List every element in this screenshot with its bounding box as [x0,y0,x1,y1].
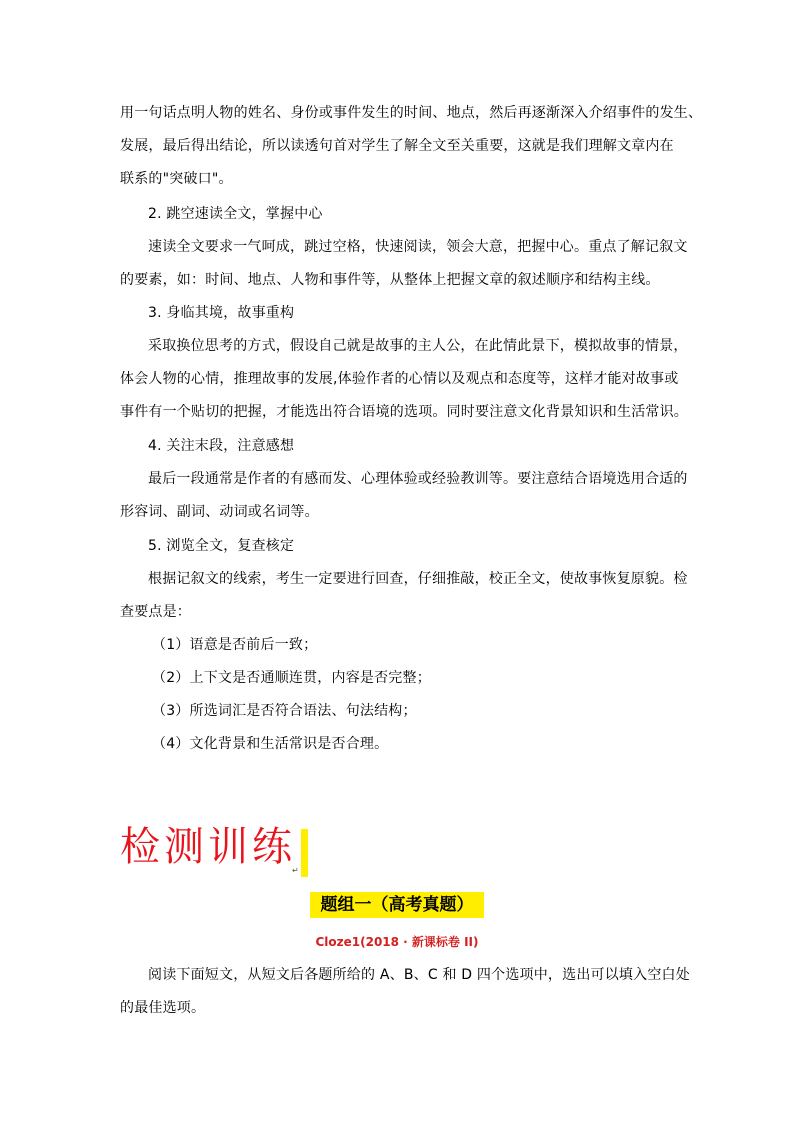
step3-heading: 3. 身临其境，故事重构 [148,305,295,321]
step4-heading: 4. 关注末段，注意感想 [148,438,295,454]
step2-heading: 2. 跳空速读全文，掌握中心 [148,206,323,222]
intro-line-3: 联系的"突破口"。 [120,171,233,187]
step4-line-1: 最后一段通常是作者的有感而发、心理体验或经验教训等。要注意结合语境选用合适的 [148,471,688,487]
check-item-1: （1）语意是否前后一致； [152,637,318,653]
step4-line-2: 形容词、副词、动词或名词等。 [120,504,319,520]
cloze-title: Cloze1(2018 · 新课标卷 II) [315,935,479,949]
step5-heading: 5. 浏览全文，复查核定 [148,538,295,554]
step3-line-3: 事件有一个贴切的把握，才能选出符合语境的选项。同时要注意文化背景知识和生活常识。 [120,404,688,420]
intro-line-1: 用一句话点明人物的姓名、身份或事件发生的时间、地点，然后再逐渐深入介绍事件的发生、 [120,105,703,121]
check-item-4: （4）文化背景和生活常识是否合理。 [152,736,389,752]
paragraph-mark: ↵ [292,866,299,875]
step3-line-1: 采取换位思考的方式，假设自己就是故事的主人公，在此情此景下，模拟故事的情景， [148,338,688,354]
step2-line-2: 的要素，如：时间、地点、人物和事件等，从整体上把握文章的叙述顺序和结构主线。 [120,272,660,288]
check-item-3: （3）所选词汇是否符合语法、句法结构； [152,703,417,719]
group-title: 题组一（高考真题） [310,892,484,918]
section-title: 检测训练 [120,824,296,870]
step5-line-1: 根据记叙文的线索，考生一定要进行回查，仔细推敲，校正全文，使故事恢复原貌。检 [148,571,688,587]
check-item-2: （2）上下文是否通顺连贯，内容是否完整； [152,670,431,686]
intro-line-2: 发展，最后得出结论，所以读透句首对学生了解全文至关重要，这就是我们理解文章内在 [120,138,674,154]
step5-line-2: 查要点是： [120,604,191,620]
instructions-line-2: 的最佳选项。 [120,1000,206,1016]
title-highlight-bar [301,829,308,877]
instructions-line-1: 阅读下面短文，从短文后各题所给的 A、B、C 和 D 四个选项中，选出可以填入空白处 [148,967,690,983]
step2-line-1: 速读全文要求一气呵成，跳过空格，快速阅读，领会大意，把握中心。重点了解记叙文 [148,239,688,255]
step3-line-2: 体会人物的心情，推理故事的发展,体验作者的心情以及观点和态度等，这样才能对故事或 [120,371,679,387]
